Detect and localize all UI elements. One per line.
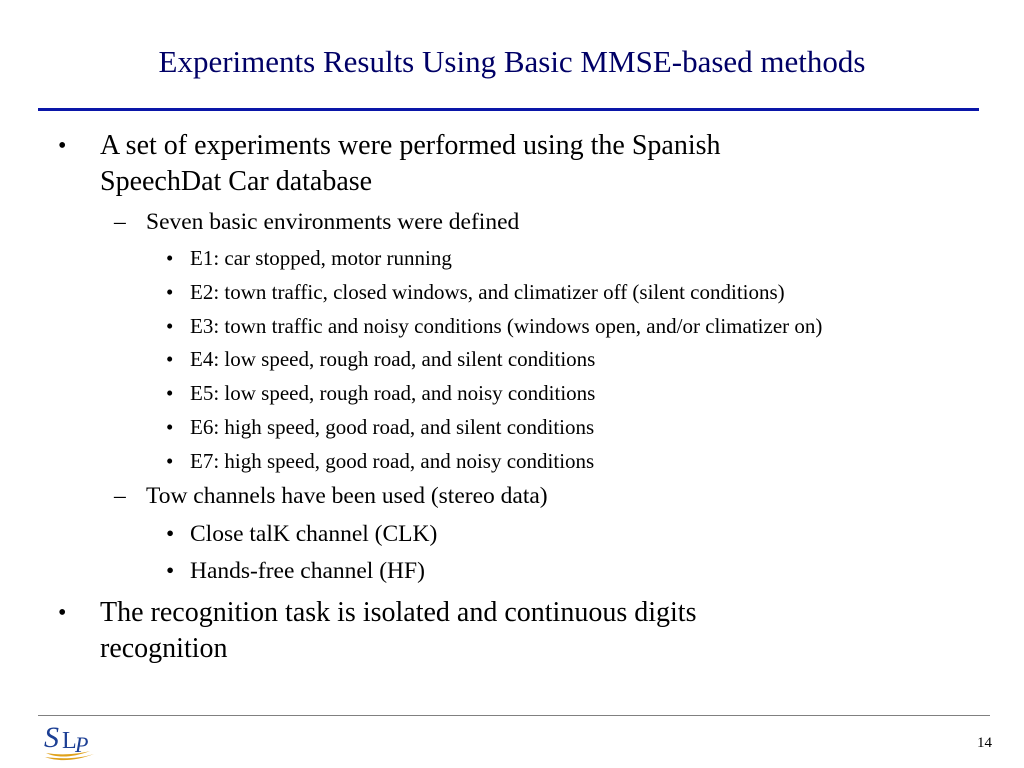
level3-marker: • <box>166 347 174 371</box>
environment-item <box>166 447 595 475</box>
channel-text: Hands-free channel (HF) <box>190 558 425 584</box>
level3-marker: • <box>166 415 174 439</box>
environment-text: E7: high speed, good road, and noisy conditions <box>190 449 595 473</box>
sub-bullet-item <box>114 207 520 237</box>
slide-title: Experiments Results Using Basic MMSE-based methods <box>158 44 866 79</box>
environment-text: E3: town traffic and noisy conditions (windows open, and/or climatizer on) <box>190 314 823 338</box>
bullet-item-continuation <box>100 631 228 667</box>
bullet-item <box>58 128 721 164</box>
sub-bullet-text: Tow channels have been used (stereo data) <box>146 483 548 509</box>
slp-logo <box>42 719 96 763</box>
environment-item <box>166 345 596 373</box>
level3-marker: • <box>166 246 174 270</box>
environment-text: E6: high speed, good road, and silent conditions <box>190 415 595 439</box>
svg-text:P: P <box>75 732 89 757</box>
sub-bullet-marker: – <box>114 209 126 235</box>
bullet-text: recognition <box>100 633 228 664</box>
environment-item <box>166 312 823 340</box>
sub-bullet-text: Seven basic environments were defined <box>146 209 520 235</box>
level3-marker: • <box>166 449 174 473</box>
environment-item <box>166 244 452 272</box>
environment-item <box>166 278 785 306</box>
channel-item <box>166 519 438 549</box>
channel-text: Close talK channel (CLK) <box>190 521 438 547</box>
page-number: 14 <box>977 735 992 751</box>
environment-text: E4: low speed, rough road, and silent conditions <box>190 347 596 371</box>
environment-item <box>166 379 596 407</box>
bullet-marker: • <box>58 600 67 626</box>
environment-text: E2: town traffic, closed windows, and climatizer off (silent conditions) <box>190 280 785 304</box>
environment-item <box>166 413 595 441</box>
bullet-marker: • <box>58 133 67 159</box>
bullet-text: The recognition task is isolated and continuous digits <box>100 597 697 628</box>
bullet-item-continuation <box>100 164 372 200</box>
sub-bullet-item <box>114 481 548 511</box>
bullet-item <box>58 595 697 631</box>
level3-marker: • <box>166 558 175 584</box>
channel-item <box>166 556 425 586</box>
bullet-text: SpeechDat Car database <box>100 166 373 197</box>
svg-text:L: L <box>62 728 77 754</box>
svg-text:S: S <box>44 721 59 754</box>
environment-text: E1: car stopped, motor running <box>190 246 452 270</box>
level3-marker: • <box>166 521 175 547</box>
bullet-text: A set of experiments were performed using the Spanish <box>100 130 721 161</box>
level3-marker: • <box>166 280 174 304</box>
level3-marker: • <box>166 381 174 405</box>
environment-text: E5: low speed, rough road, and noisy conditions <box>190 381 596 405</box>
footer-divider <box>38 715 990 716</box>
sub-bullet-marker: – <box>114 483 126 509</box>
level3-marker: • <box>166 314 174 338</box>
